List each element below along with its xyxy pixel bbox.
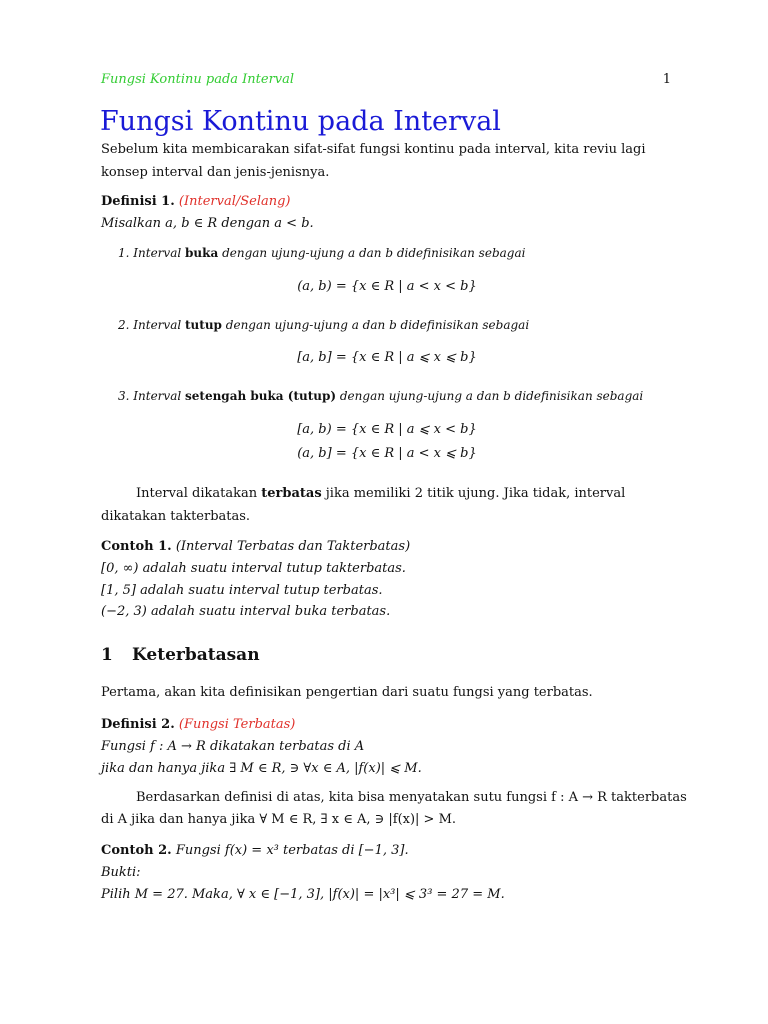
formula-open-interval: (a, b) = {x ∈ R | a < x < b} [297, 279, 477, 294]
section-1-heading [101, 645, 260, 665]
definition-2-header [101, 713, 673, 736]
bounded-interval-paragraph [101, 482, 673, 528]
definition-1-header [101, 190, 673, 213]
item-pre: Interval [133, 246, 182, 260]
proof-label: Bukti: [101, 865, 141, 880]
item-number: 2. [118, 318, 130, 332]
definition-1-item-1 [118, 246, 673, 260]
example-2-label: Contoh 2. [101, 843, 172, 858]
paragraph-text: jika memiliki 2 titik ujung. Jika tidak, interval dikatakan takterbatas. [101, 486, 626, 524]
item-term-tutup: tutup [185, 318, 222, 332]
section-number: 1 [101, 645, 113, 665]
item-post: dengan ujung-ujung a dan b didefinisikan sebagai [225, 318, 530, 332]
item-pre: Interval [133, 318, 182, 332]
document-title: Fungsi Kontinu pada Interval [100, 106, 501, 137]
example-text: adalah suatu interval buka terbatas. [150, 604, 391, 619]
definition-2-name: (Fungsi Terbatas) [178, 717, 296, 732]
running-header-title: Fungsi Kontinu pada Interval [101, 72, 295, 87]
item-term-buka: buka [185, 246, 219, 260]
example-1-line-3 [101, 600, 673, 623]
definition-2-line-1: Fungsi f : A → R dikatakan terbatas di A [101, 739, 365, 754]
example-1-line-1 [101, 557, 673, 580]
item-number: 3. [118, 389, 130, 403]
example-1-label: Contoh 1. [101, 539, 172, 554]
definition-2-label: Definisi 2. [101, 717, 175, 732]
formula-half-open-right: (a, b] = {x ∈ R | a < x ⩽ b} [297, 446, 477, 461]
definition-1-name: (Interval/Selang) [178, 194, 291, 209]
example-2-header [101, 839, 673, 862]
definition-2-line-2: jika dan hanya jika ∃ M ∈ R, ∋ ∀x ∈ A, |f(x)| ⩽ M. [101, 761, 422, 776]
example-1-line-2 [101, 579, 673, 602]
term-terbatas: terbatas [261, 486, 322, 501]
example-1-header [101, 535, 673, 558]
item-post: dengan ujung-ujung a dan b didefinisikan sebagai [222, 246, 526, 260]
math-expression: [0, ∞) [101, 561, 139, 576]
item-pre: Interval [133, 389, 182, 403]
formula-closed-interval: [a, b] = {x ∈ R | a ⩽ x ⩽ b} [297, 350, 477, 365]
running-header [101, 72, 671, 87]
section-1-intro: Pertama, akan kita definisikan pengertian dari suatu fungsi yang terbatas. [101, 685, 593, 700]
unbounded-function-paragraph-line-2: di A jika dan hanya jika ∀ M ∈ R, ∃ x ∈ A, ∋ |f(x)| > M. [101, 812, 457, 827]
example-1-name: (Interval Terbatas dan Takterbatas) [175, 539, 411, 554]
definition-1-statement: Misalkan a, b ∈ R dengan a < b. [101, 216, 314, 231]
intro-paragraph: Sebelum kita membicarakan sifat-sifat fungsi kontinu pada interval, kita reviu lagi konsep interval dan jenis-jenisnya. [101, 142, 646, 180]
formula-half-open-left: [a, b) = {x ∈ R | a ⩽ x < b} [297, 422, 477, 437]
math-expression: (−2, 3) [101, 604, 147, 619]
proof-line: Pilih M = 27. Maka, ∀ x ∈ [−1, 3], |f(x)| = |x³| ⩽ 3³ = 27 = M. [101, 887, 505, 902]
definition-1-item-2 [118, 318, 673, 332]
example-2-statement: Fungsi f(x) = x³ terbatas di [−1, 3]. [175, 843, 409, 858]
unbounded-function-paragraph-line-1: Berdasarkan definisi di atas, kita bisa menyatakan sutu fungsi f : A → R takterbatas [136, 790, 687, 805]
math-expression: [1, 5] [101, 583, 136, 598]
page-number: 1 [662, 72, 671, 87]
item-term-setengah-buka: setengah buka (tutup) [185, 389, 337, 403]
definition-1-item-3 [118, 389, 673, 403]
item-number: 1. [118, 246, 130, 260]
example-text: adalah suatu interval tutup takterbatas. [142, 561, 406, 576]
example-text: adalah suatu interval tutup terbatas. [140, 583, 383, 598]
definition-1-label: Definisi 1. [101, 194, 175, 209]
section-title: Keterbatasan [132, 645, 260, 665]
paragraph-text: Interval dikatakan [136, 486, 258, 501]
item-post: dengan ujung-ujung a dan b didefinisikan sebagai [339, 389, 644, 403]
